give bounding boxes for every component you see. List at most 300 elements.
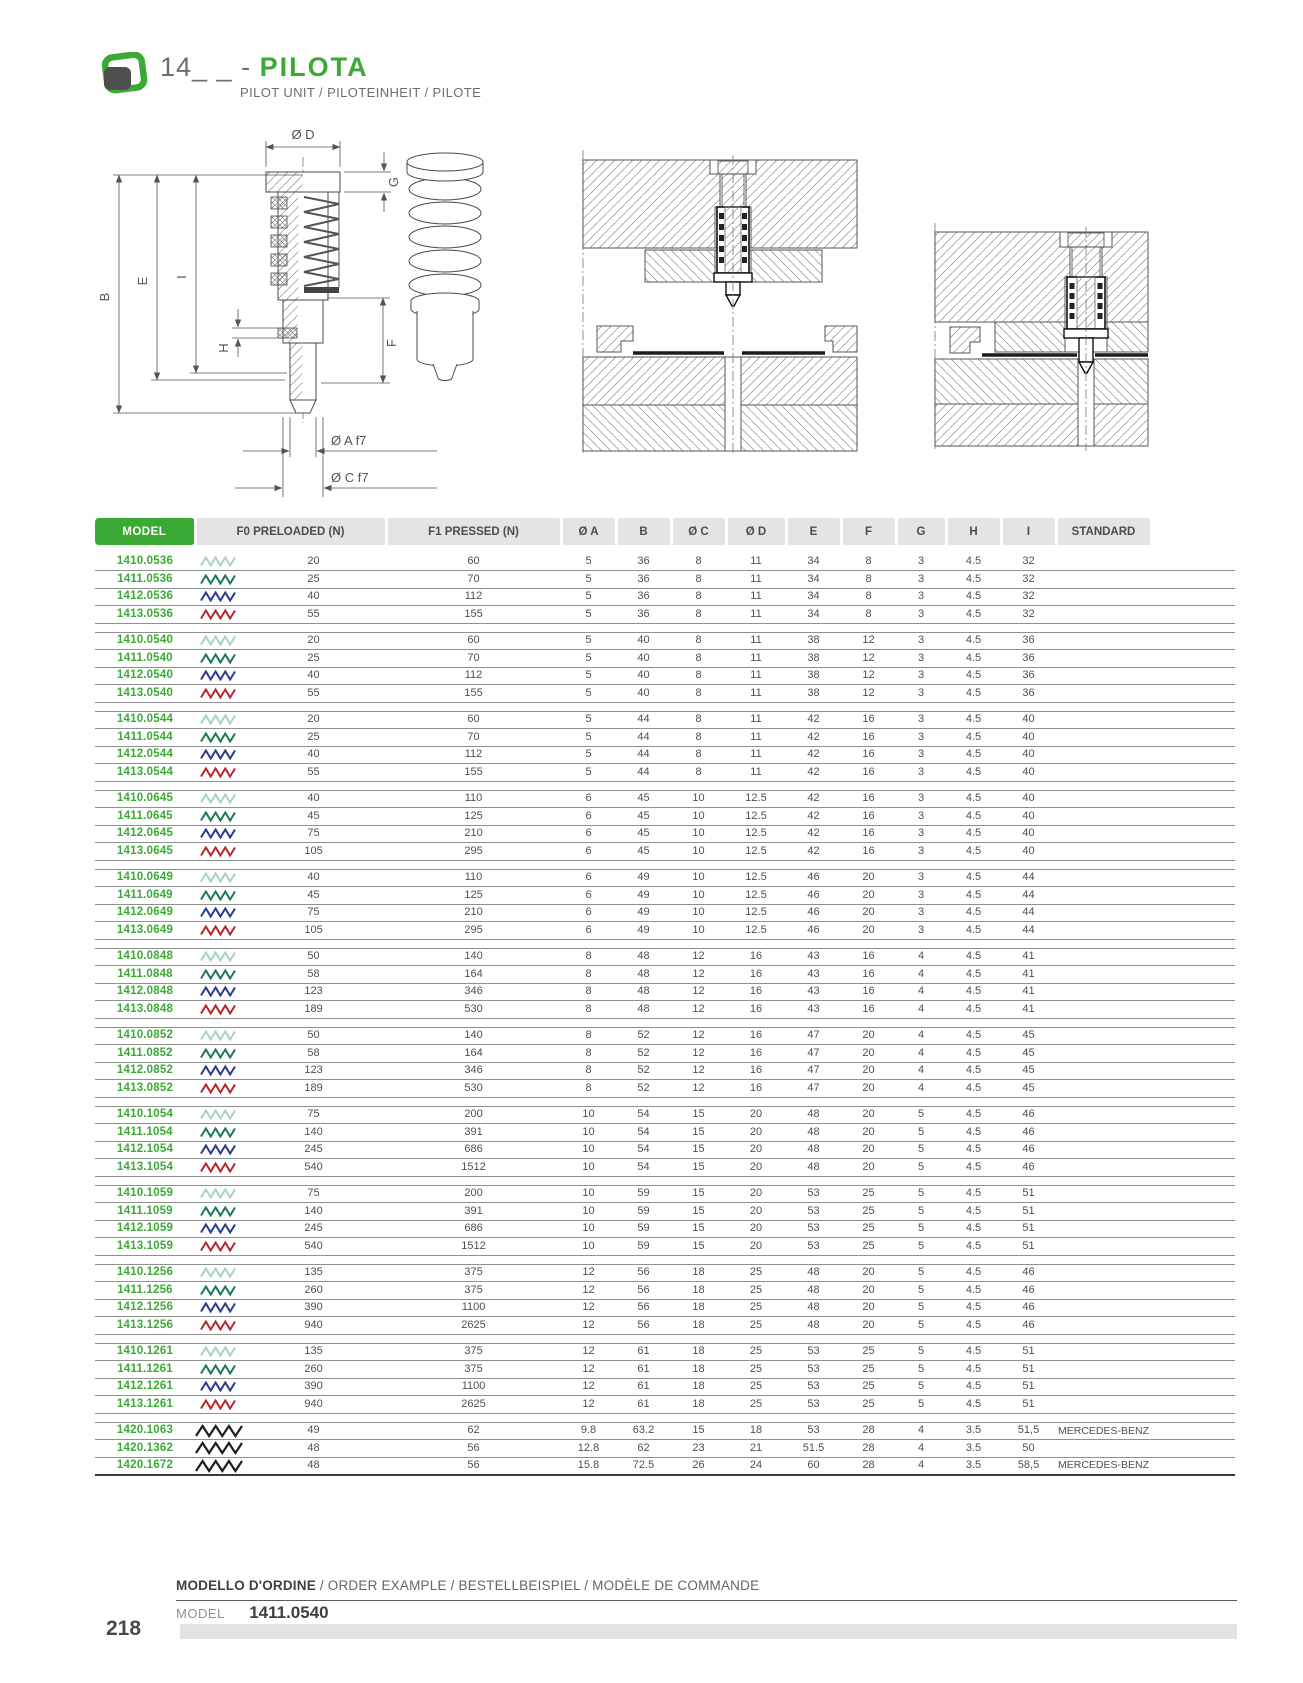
cell-f1: 62 [386, 1422, 561, 1440]
cell-f: 12 [841, 667, 896, 685]
cell-i: 32 [1001, 553, 1056, 571]
cell-i: 51,5 [1001, 1422, 1056, 1440]
row-filler [1151, 1141, 1235, 1159]
cell-g: 5 [896, 1378, 946, 1396]
cell-h: 3.5 [946, 1422, 1001, 1440]
cell-e: 42 [786, 746, 841, 764]
cell-f1: 346 [386, 1062, 561, 1080]
cell-spring [195, 571, 241, 589]
cell-b: 44 [616, 729, 671, 747]
cell-standard [1056, 1045, 1151, 1063]
cell-i: 36 [1001, 632, 1056, 650]
cell-dia-a: 5 [561, 606, 616, 624]
cell-h: 4.5 [946, 983, 1001, 1001]
cell-f: 20 [841, 1080, 896, 1098]
cell-f1: 164 [386, 966, 561, 984]
cell-f0: 189 [241, 1080, 386, 1098]
table-row [95, 1106, 1235, 1124]
cell-f1: 1512 [386, 1238, 561, 1256]
cell-model: 1413.1256 [95, 1317, 195, 1335]
cell-spring [195, 667, 241, 685]
cell-e: 53 [786, 1220, 841, 1238]
cell-model: 1413.0536 [95, 606, 195, 624]
cell-f1: 70 [386, 571, 561, 589]
cell-f: 25 [841, 1378, 896, 1396]
cell-f: 25 [841, 1396, 896, 1414]
row-filler [1151, 1299, 1235, 1317]
cell-dia-c: 8 [671, 553, 726, 571]
cell-f1: 140 [386, 1027, 561, 1045]
cell-spring [195, 1062, 241, 1080]
cell-g: 5 [896, 1159, 946, 1177]
cell-i: 44 [1001, 869, 1056, 887]
cell-g: 3 [896, 685, 946, 703]
row-filler [1151, 1080, 1235, 1098]
cell-e: 42 [786, 764, 841, 782]
cell-dia-c: 8 [671, 606, 726, 624]
spring-icon [200, 574, 236, 585]
cell-i: 36 [1001, 650, 1056, 668]
cell-g: 5 [896, 1361, 946, 1379]
cell-f0: 75 [241, 1185, 386, 1203]
cell-b: 49 [616, 904, 671, 922]
cell-e: 38 [786, 685, 841, 703]
cell-dia-d: 11 [726, 571, 786, 589]
row-filler [1151, 1361, 1235, 1379]
cell-dia-d: 25 [726, 1264, 786, 1282]
cell-dia-d: 25 [726, 1343, 786, 1361]
cell-e: 53 [786, 1238, 841, 1256]
cell-dia-a: 5 [561, 667, 616, 685]
row-filler [1151, 1220, 1235, 1238]
cell-b: 54 [616, 1106, 671, 1124]
cell-dia-c: 18 [671, 1317, 726, 1335]
row-filler [1151, 887, 1235, 905]
cell-dia-a: 12 [561, 1378, 616, 1396]
cell-g: 4 [896, 1457, 946, 1475]
cell-f0: 40 [241, 588, 386, 606]
cell-f: 20 [841, 1282, 896, 1300]
cell-dia-c: 15 [671, 1220, 726, 1238]
cell-i: 46 [1001, 1124, 1056, 1142]
cell-f0: 75 [241, 825, 386, 843]
series-code: 14_ _ [160, 52, 233, 82]
column-header-g: G [896, 518, 946, 545]
cell-standard [1056, 1264, 1151, 1282]
cell-g: 4 [896, 966, 946, 984]
page-subtitle: PILOT UNIT / PILOTEINHEIT / PILOTE [240, 85, 482, 100]
cell-f: 25 [841, 1361, 896, 1379]
order-example-title: MODELLO D'ORDINE [176, 1578, 316, 1593]
cell-spring [195, 764, 241, 782]
cell-model: 1412.0852 [95, 1062, 195, 1080]
cell-dia-d: 12.5 [726, 904, 786, 922]
dim-label-h: H [216, 343, 231, 353]
cell-f1: 1100 [386, 1378, 561, 1396]
cell-spring [195, 1141, 241, 1159]
cell-dia-d: 11 [726, 729, 786, 747]
cell-g: 5 [896, 1220, 946, 1238]
cell-dia-c: 15 [671, 1238, 726, 1256]
cell-h: 4.5 [946, 1001, 1001, 1019]
spring-icon [200, 1162, 236, 1173]
cell-f0: 123 [241, 983, 386, 1001]
cell-i: 46 [1001, 1282, 1056, 1300]
cell-spring [195, 1299, 241, 1317]
spring-icon [200, 828, 236, 839]
table-row [95, 667, 1235, 685]
cell-model: 1411.1059 [95, 1203, 195, 1221]
row-filler [1151, 606, 1235, 624]
cell-standard [1056, 1378, 1151, 1396]
cell-dia-d: 16 [726, 948, 786, 966]
spring-icon [200, 872, 236, 883]
cell-h: 4.5 [946, 650, 1001, 668]
cell-dia-c: 18 [671, 1282, 726, 1300]
cell-f0: 45 [241, 808, 386, 826]
spring-icon [200, 951, 236, 962]
spring-icon [200, 1144, 236, 1155]
cell-h: 4.5 [946, 729, 1001, 747]
cell-f: 16 [841, 983, 896, 1001]
cell-dia-d: 18 [726, 1422, 786, 1440]
table-row [95, 1396, 1235, 1414]
cell-dia-a: 5 [561, 729, 616, 747]
cell-h: 4.5 [946, 1264, 1001, 1282]
cell-dia-a: 6 [561, 904, 616, 922]
table-header-row [95, 518, 1235, 545]
cell-dia-d: 12.5 [726, 869, 786, 887]
cell-dia-a: 5 [561, 632, 616, 650]
cell-g: 5 [896, 1264, 946, 1282]
table-row [95, 887, 1235, 905]
row-filler [1151, 825, 1235, 843]
cell-e: 46 [786, 887, 841, 905]
cell-dia-a: 12 [561, 1299, 616, 1317]
cell-h: 4.5 [946, 904, 1001, 922]
cell-g: 4 [896, 1001, 946, 1019]
cell-dia-a: 6 [561, 922, 616, 940]
cell-i: 41 [1001, 966, 1056, 984]
cell-g: 5 [896, 1299, 946, 1317]
cell-dia-c: 23 [671, 1440, 726, 1458]
cell-i: 46 [1001, 1317, 1056, 1335]
cell-dia-c: 8 [671, 650, 726, 668]
table-row [95, 746, 1235, 764]
cell-dia-d: 24 [726, 1457, 786, 1475]
cell-i: 51 [1001, 1220, 1056, 1238]
cell-h: 3.5 [946, 1457, 1001, 1475]
cell-f: 8 [841, 571, 896, 589]
cell-f1: 60 [386, 553, 561, 571]
cell-model: 1413.1054 [95, 1159, 195, 1177]
cell-f: 20 [841, 887, 896, 905]
cell-e: 48 [786, 1264, 841, 1282]
pilot-table-body [95, 545, 1235, 1475]
row-filler [1151, 746, 1235, 764]
cell-dia-a: 8 [561, 1080, 616, 1098]
cell-f1: 1512 [386, 1159, 561, 1177]
cell-f: 20 [841, 1141, 896, 1159]
cell-dia-a: 5 [561, 764, 616, 782]
cell-standard: MERCEDES-BENZ [1056, 1422, 1151, 1440]
cell-g: 3 [896, 790, 946, 808]
cell-dia-d: 16 [726, 1027, 786, 1045]
cell-spring [195, 1001, 241, 1019]
cell-dia-d: 25 [726, 1282, 786, 1300]
cell-i: 46 [1001, 1141, 1056, 1159]
page-number: 218 [106, 1617, 142, 1640]
group-spacer [95, 1097, 1235, 1106]
cell-f: 20 [841, 869, 896, 887]
row-filler [1151, 1159, 1235, 1177]
table-row [95, 553, 1235, 571]
cell-dia-d: 20 [726, 1203, 786, 1221]
cell-g: 3 [896, 650, 946, 668]
cell-model: 1411.0544 [95, 729, 195, 747]
cell-f1: 375 [386, 1282, 561, 1300]
spring-icon [200, 846, 236, 857]
cell-f: 28 [841, 1422, 896, 1440]
cell-standard [1056, 1282, 1151, 1300]
cell-dia-c: 8 [671, 746, 726, 764]
cell-i: 46 [1001, 1299, 1056, 1317]
cell-spring [195, 553, 241, 571]
dim-label-e: E [135, 276, 150, 286]
row-filler [1151, 1185, 1235, 1203]
cell-spring [195, 1422, 241, 1440]
cell-spring [195, 948, 241, 966]
product-name: PILOTA [259, 52, 369, 82]
cell-dia-d: 20 [726, 1159, 786, 1177]
table-row [95, 869, 1235, 887]
cell-standard [1056, 553, 1151, 571]
table-row [95, 1440, 1235, 1458]
cell-model: 1412.1054 [95, 1141, 195, 1159]
cell-f0: 50 [241, 1027, 386, 1045]
cell-f: 25 [841, 1185, 896, 1203]
spring-icon [200, 670, 236, 681]
row-filler [1151, 1264, 1235, 1282]
cell-f0: 58 [241, 1045, 386, 1063]
cell-dia-a: 8 [561, 1001, 616, 1019]
row-filler [1151, 983, 1235, 1001]
cell-b: 62 [616, 1440, 671, 1458]
cell-b: 52 [616, 1062, 671, 1080]
cell-e: 42 [786, 808, 841, 826]
cell-f1: 112 [386, 667, 561, 685]
cell-h: 4.5 [946, 1159, 1001, 1177]
cell-i: 32 [1001, 606, 1056, 624]
cell-h: 4.5 [946, 922, 1001, 940]
cell-e: 53 [786, 1185, 841, 1203]
cell-i: 40 [1001, 825, 1056, 843]
cell-e: 48 [786, 1282, 841, 1300]
cell-g: 3 [896, 764, 946, 782]
cell-dia-d: 12.5 [726, 843, 786, 861]
cell-f: 8 [841, 606, 896, 624]
cell-dia-a: 12 [561, 1317, 616, 1335]
cell-dia-a: 12 [561, 1264, 616, 1282]
cell-standard [1056, 966, 1151, 984]
cell-h: 4.5 [946, 1282, 1001, 1300]
cell-h: 4.5 [946, 1062, 1001, 1080]
row-filler [1151, 1027, 1235, 1045]
spring-icon [200, 635, 236, 646]
dim-label-c: Ø C f7 [331, 470, 369, 485]
spring-icon [200, 1109, 236, 1120]
cell-g: 5 [896, 1343, 946, 1361]
cell-f0: 20 [241, 553, 386, 571]
cell-e: 48 [786, 1299, 841, 1317]
cell-f0: 40 [241, 869, 386, 887]
cell-spring [195, 1045, 241, 1063]
spring-icon [200, 653, 236, 664]
table-row [95, 1378, 1235, 1396]
cell-b: 48 [616, 948, 671, 966]
cell-dia-a: 12 [561, 1396, 616, 1414]
cell-e: 60 [786, 1457, 841, 1475]
cell-spring [195, 1220, 241, 1238]
column-header-b: B [616, 518, 671, 545]
table-row [95, 1001, 1235, 1019]
cell-h: 4.5 [946, 1080, 1001, 1098]
cell-dia-d: 20 [726, 1106, 786, 1124]
spring-icon [200, 1083, 236, 1094]
cell-dia-d: 20 [726, 1220, 786, 1238]
pilot-3d-drawing [407, 153, 483, 381]
cell-dia-d: 11 [726, 650, 786, 668]
cell-dia-c: 12 [671, 1062, 726, 1080]
cell-h: 4.5 [946, 1027, 1001, 1045]
cell-i: 40 [1001, 843, 1056, 861]
cell-e: 48 [786, 1141, 841, 1159]
cell-b: 40 [616, 667, 671, 685]
column-header-model: MODEL [95, 518, 195, 545]
cell-h: 4.5 [946, 746, 1001, 764]
cell-h: 4.5 [946, 1203, 1001, 1221]
cell-standard [1056, 1185, 1151, 1203]
cell-b: 72.5 [616, 1457, 671, 1475]
cell-h: 4.5 [946, 948, 1001, 966]
cell-dia-a: 10 [561, 1141, 616, 1159]
cell-h: 4.5 [946, 606, 1001, 624]
cell-dia-d: 11 [726, 588, 786, 606]
cell-dia-d: 16 [726, 1001, 786, 1019]
cell-dia-a: 8 [561, 948, 616, 966]
column-header-e: E [786, 518, 841, 545]
cell-dia-c: 15 [671, 1106, 726, 1124]
cell-i: 41 [1001, 948, 1056, 966]
spring-icon [200, 1048, 236, 1059]
cell-model: 1410.1059 [95, 1185, 195, 1203]
dim-label-a: Ø A f7 [331, 433, 367, 448]
cell-h: 4.5 [946, 588, 1001, 606]
cell-spring [195, 1106, 241, 1124]
spring-icon [200, 1030, 236, 1041]
cell-b: 48 [616, 983, 671, 1001]
cell-f0: 105 [241, 843, 386, 861]
cell-dia-c: 10 [671, 790, 726, 808]
cell-g: 3 [896, 904, 946, 922]
column-header-dia-a: Ø A [561, 518, 616, 545]
cell-standard [1056, 764, 1151, 782]
cell-b: 54 [616, 1141, 671, 1159]
cell-g: 4 [896, 1027, 946, 1045]
cell-dia-a: 5 [561, 711, 616, 729]
table-row [95, 1361, 1235, 1379]
cell-i: 41 [1001, 983, 1056, 1001]
cell-h: 4.5 [946, 764, 1001, 782]
cell-e: 42 [786, 790, 841, 808]
cell-dia-a: 10 [561, 1203, 616, 1221]
cell-f: 16 [841, 966, 896, 984]
row-filler [1151, 922, 1235, 940]
cell-e: 38 [786, 667, 841, 685]
cell-g: 4 [896, 948, 946, 966]
cell-g: 3 [896, 746, 946, 764]
cell-h: 4.5 [946, 685, 1001, 703]
cell-f1: 391 [386, 1203, 561, 1221]
cell-f1: 200 [386, 1185, 561, 1203]
table-row [95, 790, 1235, 808]
spring-icon [200, 1241, 236, 1252]
cell-f1: 60 [386, 711, 561, 729]
cell-dia-c: 10 [671, 808, 726, 826]
cell-i: 40 [1001, 711, 1056, 729]
cell-i: 40 [1001, 764, 1056, 782]
cell-g: 5 [896, 1141, 946, 1159]
cell-f: 16 [841, 746, 896, 764]
cell-spring [195, 746, 241, 764]
cell-e: 47 [786, 1027, 841, 1045]
cell-b: 61 [616, 1343, 671, 1361]
row-filler [1151, 1378, 1235, 1396]
cell-h: 3.5 [946, 1440, 1001, 1458]
table-row [95, 825, 1235, 843]
cell-model: 1410.0536 [95, 553, 195, 571]
cell-h: 4.5 [946, 966, 1001, 984]
dim-label-i: I [174, 275, 189, 279]
cell-model: 1413.0645 [95, 843, 195, 861]
cell-f: 12 [841, 650, 896, 668]
cell-dia-c: 12 [671, 1027, 726, 1045]
cell-i: 44 [1001, 904, 1056, 922]
cell-spring [195, 1457, 241, 1475]
cell-f0: 189 [241, 1001, 386, 1019]
cell-model: 1410.0848 [95, 948, 195, 966]
cell-b: 48 [616, 966, 671, 984]
cell-f1: 155 [386, 606, 561, 624]
cell-standard [1056, 790, 1151, 808]
cell-b: 59 [616, 1203, 671, 1221]
cell-h: 4.5 [946, 1185, 1001, 1203]
spring-icon [200, 907, 236, 918]
row-filler [1151, 1062, 1235, 1080]
cell-f0: 105 [241, 922, 386, 940]
cell-dia-d: 11 [726, 685, 786, 703]
cell-h: 4.5 [946, 1106, 1001, 1124]
table-row [95, 588, 1235, 606]
row-filler [1151, 1396, 1235, 1414]
row-filler [1151, 764, 1235, 782]
cell-e: 34 [786, 588, 841, 606]
cell-dia-a: 8 [561, 1045, 616, 1063]
cell-b: 49 [616, 869, 671, 887]
spring-icon [200, 793, 236, 804]
cell-b: 63.2 [616, 1422, 671, 1440]
cell-dia-a: 10 [561, 1106, 616, 1124]
